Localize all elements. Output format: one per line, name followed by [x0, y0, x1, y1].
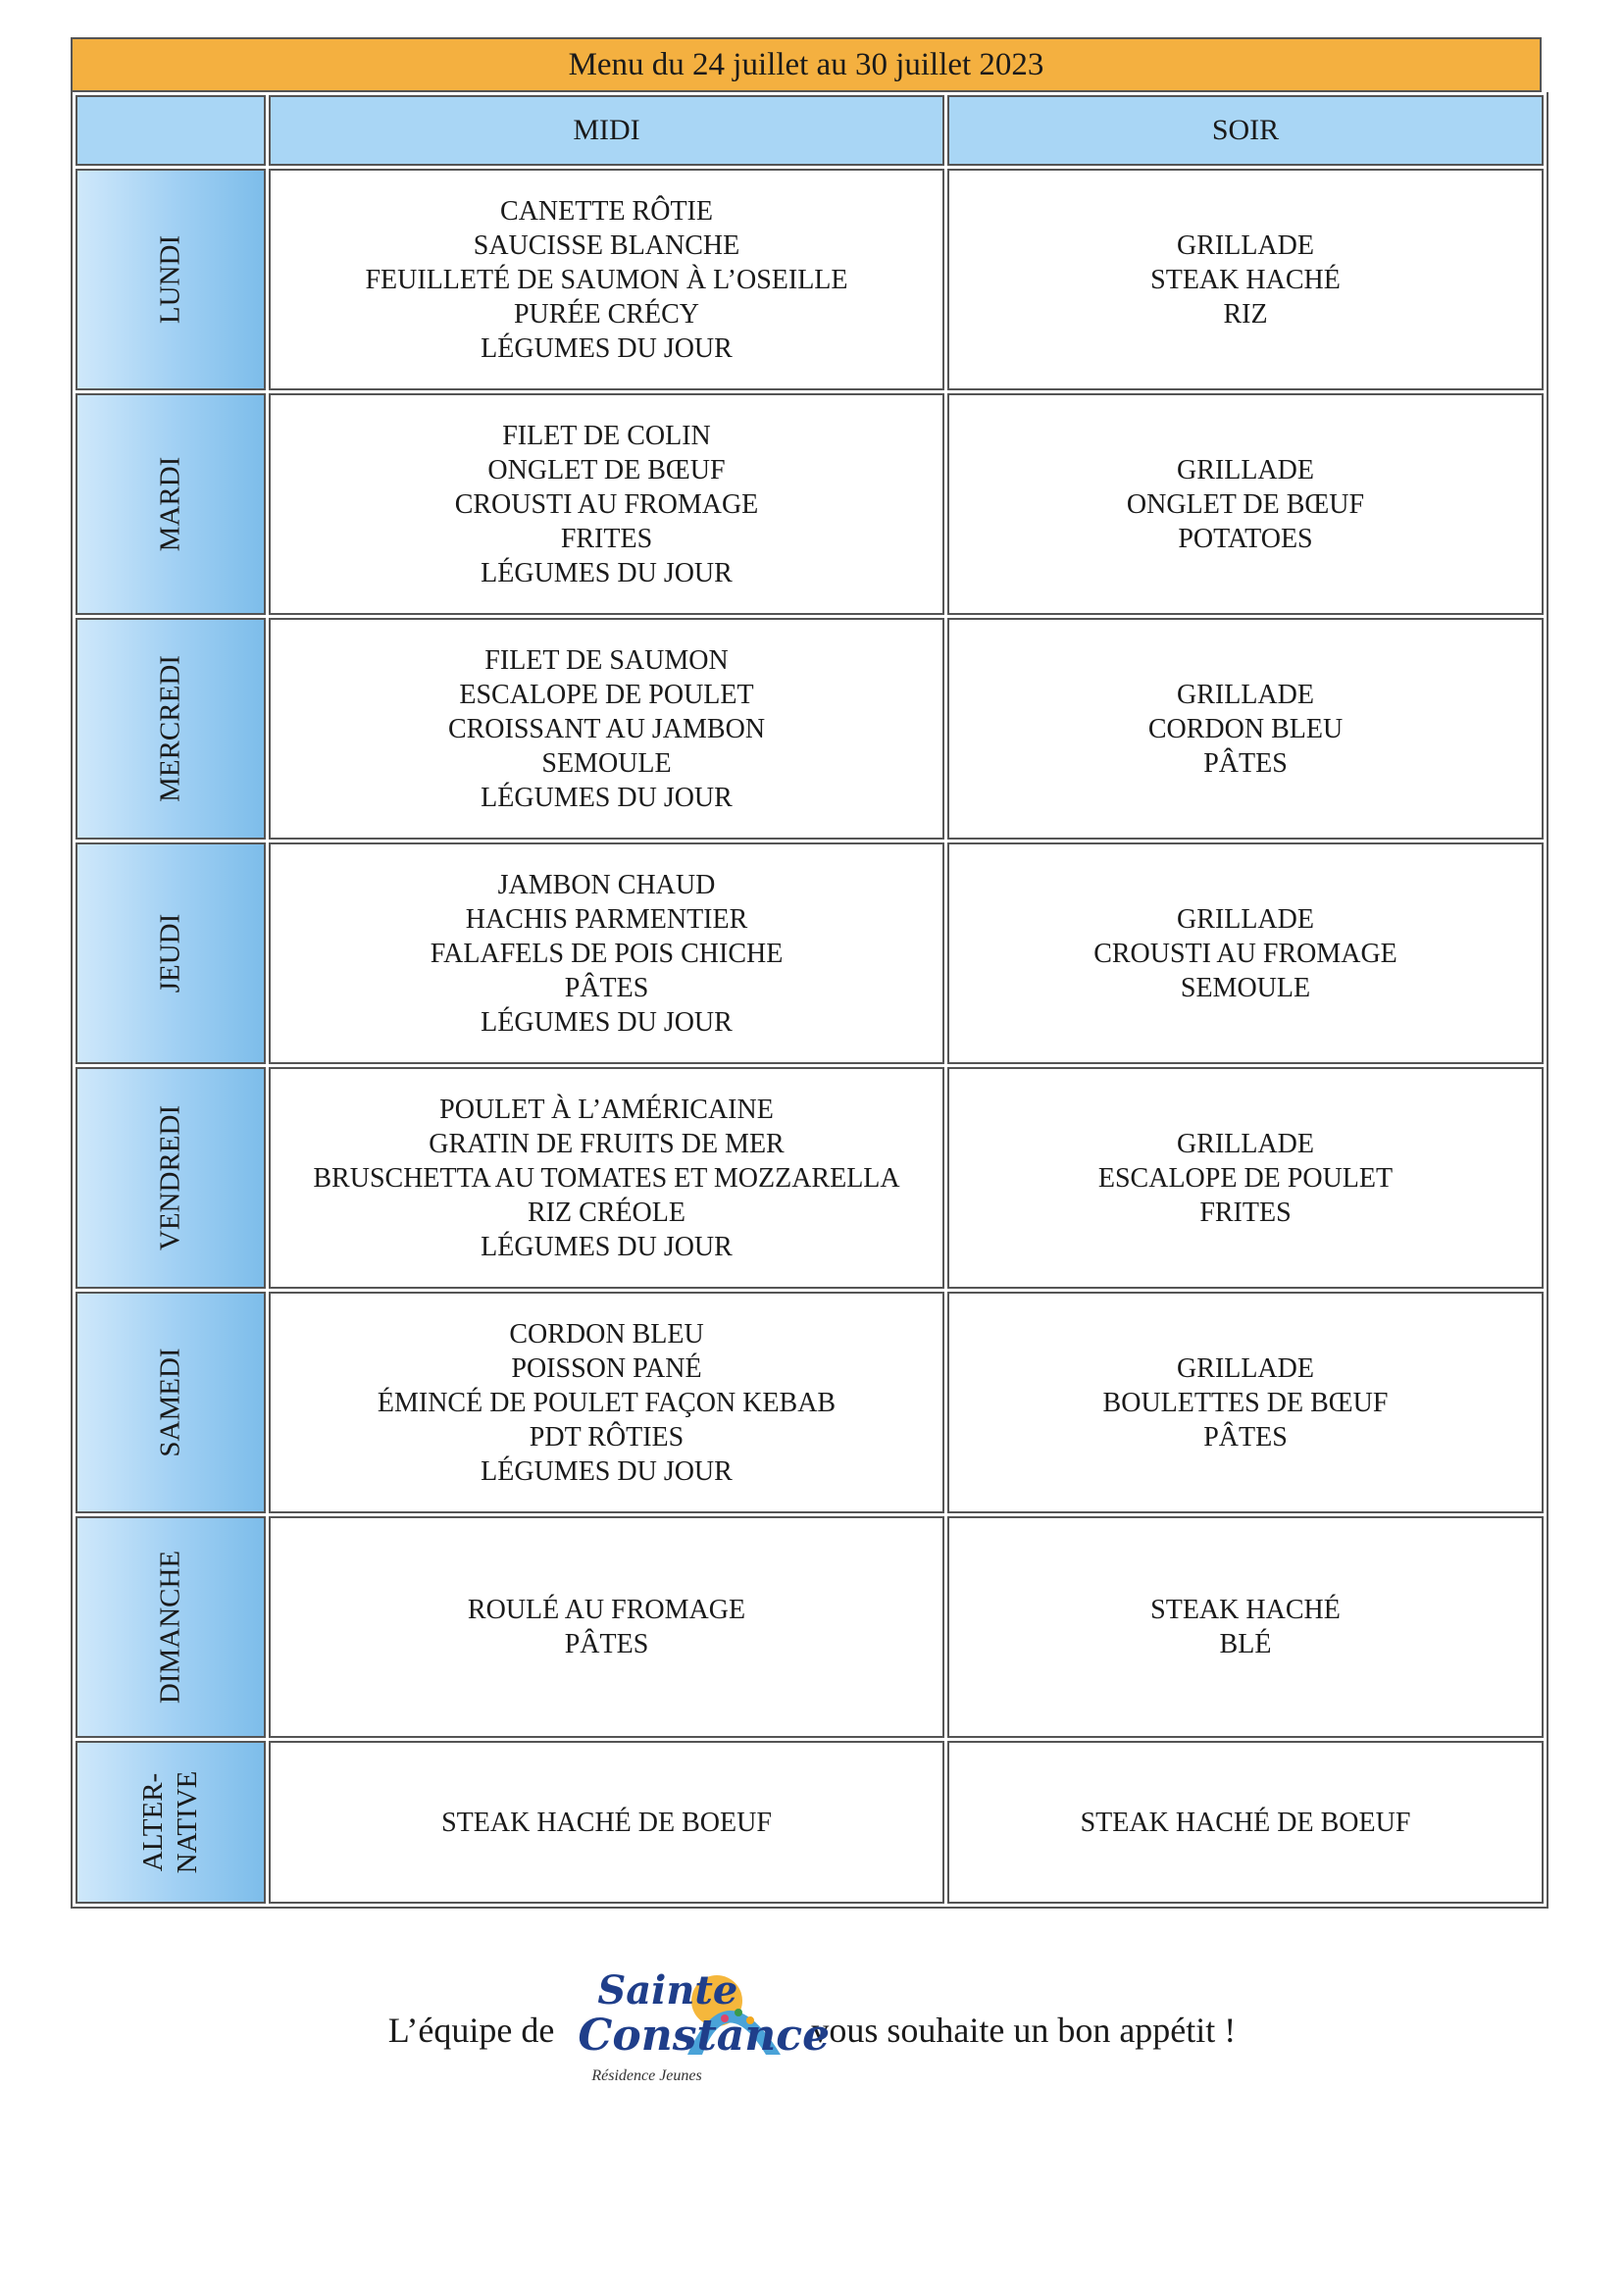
menu-item: CROUSTI AU FROMAGE — [1093, 938, 1397, 969]
soir-cell — [947, 169, 1544, 390]
menu-item: FILET DE COLIN — [502, 420, 711, 451]
header-midi: MIDI — [269, 95, 944, 166]
menu-item: LÉGUMES DU JOUR — [481, 1231, 733, 1262]
menu-item: ÉMINCÉ DE POULET FAÇON KEBAB — [377, 1387, 837, 1418]
menu-item: GRATIN DE FRUITS DE MER — [429, 1128, 785, 1159]
day-row-mercredi — [76, 618, 1544, 840]
footer — [0, 1962, 1624, 2099]
menu-item: SEMOULE — [541, 747, 672, 779]
menu-item: STEAK HACHÉ — [1150, 264, 1341, 295]
menu-item: LÉGUMES DU JOUR — [481, 332, 733, 364]
menu-item: FEUILLETÉ DE SAUMON À L’OSEILLE — [365, 264, 848, 295]
menu-item: BLÉ — [1219, 1629, 1272, 1659]
midi-cell — [269, 1292, 944, 1513]
menu-item: POULET À L’AMÉRICAINE — [439, 1094, 774, 1125]
menu-item: ESCALOPE DE POULET — [459, 679, 754, 710]
logo-text-1: Sainte — [597, 1967, 738, 2014]
menu-item: SEMOULE — [1180, 972, 1311, 1003]
menu-item: PURÉE CRÉCY — [513, 298, 700, 330]
day-rows — [76, 169, 1544, 1738]
day-label: MERCREDI — [154, 655, 186, 802]
menu-item: PÂTES — [564, 972, 649, 1003]
day-label: DIMANCHE — [154, 1550, 186, 1705]
header-corner — [76, 95, 266, 166]
menu-item: BOULETTES DE BŒUF — [1102, 1387, 1389, 1418]
header-soir: SOIR — [947, 95, 1544, 166]
menu-item: LÉGUMES DU JOUR — [481, 782, 733, 813]
day-label: JEUDI — [154, 913, 186, 994]
menu-item: PDT RÔTIES — [529, 1421, 685, 1453]
row-alternative — [76, 1741, 1544, 1904]
menu-table — [71, 92, 1548, 1909]
midi-cell — [269, 169, 944, 390]
logo-text-2: Constance — [578, 2011, 831, 2061]
menu-item: ONGLET DE BŒUF — [487, 454, 726, 485]
sainte-constance-logo — [570, 1962, 831, 2099]
menu-item: HACHIS PARMENTIER — [465, 903, 748, 935]
menu-item: FILET DE SAUMON — [484, 644, 729, 676]
menu-item: CROISSANT AU JAMBON — [447, 713, 766, 744]
day-row-lundi — [76, 169, 1544, 390]
menu-item: PÂTES — [1203, 747, 1288, 779]
day-cell-alternative — [76, 1741, 266, 1904]
midi-cell — [269, 618, 944, 840]
day-cell — [76, 393, 266, 615]
alternative-midi: STEAK HACHÉ DE BOEUF — [269, 1741, 944, 1904]
day-label: VENDREDI — [154, 1104, 186, 1251]
menu-item: ROULÉ AU FROMAGE — [467, 1595, 746, 1625]
footer-text-after: vous souhaite un bon appétit ! — [811, 2011, 1237, 2050]
menu-item: GRILLADE — [1177, 229, 1314, 261]
menu-item: CROUSTI AU FROMAGE — [454, 488, 759, 520]
soir-cell — [947, 1516, 1544, 1738]
menu-item: JAMBON CHAUD — [497, 869, 716, 900]
menu-item: GRILLADE — [1177, 1128, 1314, 1159]
menu-item: CANETTE RÔTIE — [500, 195, 713, 227]
day-label: SAMEDI — [154, 1348, 186, 1457]
menu-item: PÂTES — [1203, 1421, 1288, 1453]
menu-item: GRILLADE — [1177, 679, 1314, 710]
menu-item: PÂTES — [564, 1629, 649, 1659]
midi-cell — [269, 1516, 944, 1738]
menu-item: LÉGUMES DU JOUR — [481, 557, 733, 588]
day-row-dimanche — [76, 1516, 1544, 1738]
soir-cell — [947, 618, 1544, 840]
day-cell — [76, 618, 266, 840]
menu-item: RIZ — [1223, 298, 1268, 330]
soir-cell — [947, 842, 1544, 1064]
soir-cell — [947, 1292, 1544, 1513]
menu-item: ONGLET DE BŒUF — [1126, 488, 1365, 520]
menu-item: GRILLADE — [1177, 1352, 1314, 1384]
menu-item: GRILLADE — [1177, 454, 1314, 485]
day-cell — [76, 1516, 266, 1738]
day-row-vendredi — [76, 1067, 1544, 1289]
menu-title: Menu du 24 juillet au 30 juillet 2023 — [71, 37, 1542, 92]
day-label: LUNDI — [154, 234, 186, 325]
day-cell — [76, 1292, 266, 1513]
footer-text-before: L’équipe de — [387, 2011, 555, 2050]
day-row-jeudi — [76, 842, 1544, 1064]
header-row — [76, 95, 1544, 166]
menu-item: POTATOES — [1178, 523, 1313, 554]
menu-item: BRUSCHETTA AU TOMATES ET MOZZARELLA — [313, 1162, 900, 1194]
midi-cell — [269, 842, 944, 1064]
day-cell — [76, 169, 266, 390]
midi-cell — [269, 393, 944, 615]
logo-subtitle: Résidence Jeunes — [591, 2067, 702, 2084]
menu-item: STEAK HACHÉ — [1150, 1595, 1341, 1625]
menu-item: LÉGUMES DU JOUR — [481, 1006, 733, 1038]
menu-item: CORDON BLEU — [1147, 713, 1344, 744]
midi-cell — [269, 1067, 944, 1289]
day-label: MARDI — [154, 456, 186, 552]
menu-item: ESCALOPE DE POULET — [1097, 1162, 1394, 1194]
soir-cell — [947, 393, 1544, 615]
menu-item: LÉGUMES DU JOUR — [481, 1455, 733, 1487]
alternative-soir: STEAK HACHÉ DE BOEUF — [947, 1741, 1544, 1904]
menu-item: RIZ CRÉOLE — [528, 1197, 685, 1228]
day-row-mardi — [76, 393, 1544, 615]
menu-item: SAUCISSE BLANCHE — [473, 229, 740, 261]
day-cell — [76, 842, 266, 1064]
menu-item: GRILLADE — [1177, 903, 1314, 935]
menu-item: CORDON BLEU — [509, 1318, 704, 1350]
menu-sheet — [71, 37, 1542, 1909]
day-cell — [76, 1067, 266, 1289]
menu-item: FALAFELS DE POIS CHICHE — [430, 938, 784, 969]
menu-item: POISSON PANÉ — [511, 1352, 702, 1384]
menu-item: FRITES — [1199, 1197, 1292, 1228]
soir-cell — [947, 1067, 1544, 1289]
day-label-alternative: ALTER- NATIVE — [137, 1770, 203, 1874]
menu-item: FRITES — [560, 523, 653, 554]
day-row-samedi — [76, 1292, 1544, 1513]
